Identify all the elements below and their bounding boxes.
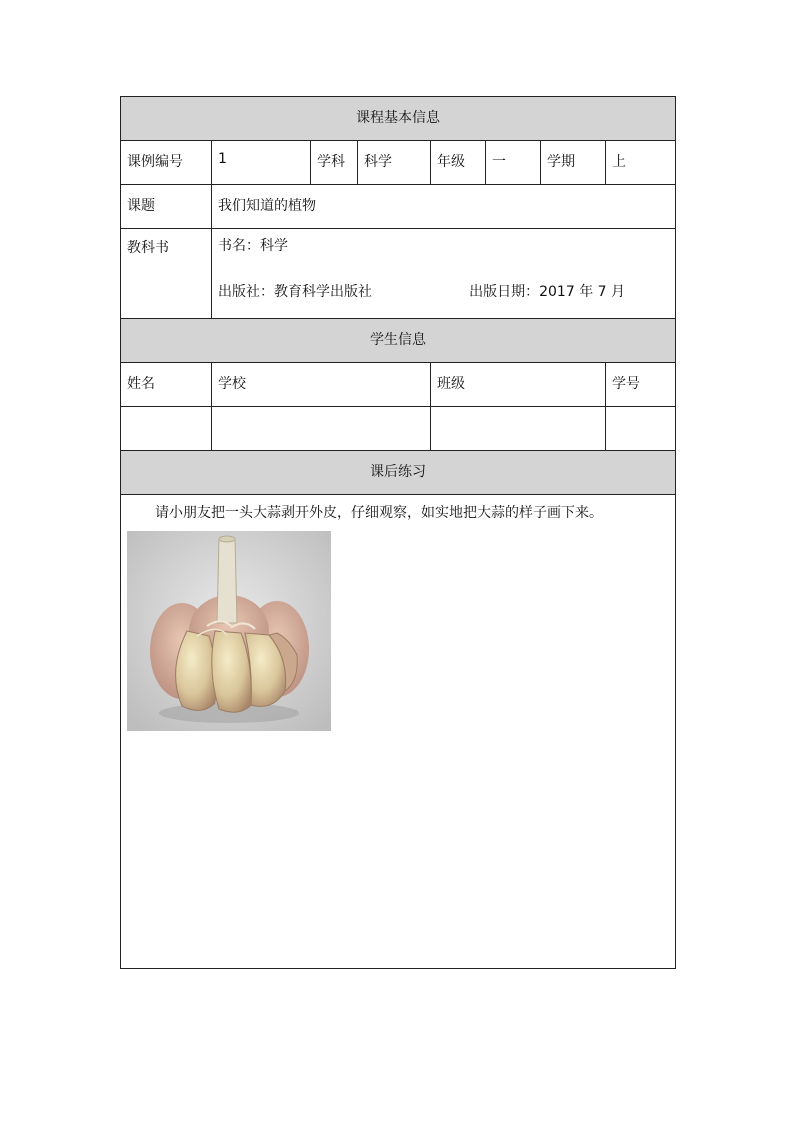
topic-label: 课题 (121, 185, 212, 229)
worksheet (120, 96, 675, 969)
student-values-row (121, 407, 676, 451)
course-info-header-row (121, 97, 676, 141)
school-label: 学校 (212, 363, 431, 407)
term-label: 学期 (541, 141, 606, 185)
publisher: 出版社：教育科学出版社 (218, 284, 372, 300)
student-labels-row (121, 363, 676, 407)
case-no-label: 课例编号 (121, 141, 212, 185)
school-value[interactable] (212, 407, 431, 451)
student-no-label: 学号 (606, 363, 676, 407)
exercise-header-row (121, 451, 676, 495)
course-info-title: 课程基本信息 (121, 97, 676, 141)
student-no-value[interactable] (606, 407, 676, 451)
textbook-row (121, 229, 676, 319)
term-value: 上 (606, 141, 676, 185)
garlic-photo (127, 531, 331, 731)
exercise-row (121, 495, 676, 969)
grade-label: 年级 (431, 141, 486, 185)
textbook-details (212, 229, 676, 319)
student-info-header-row (121, 319, 676, 363)
subject-label: 学科 (311, 141, 358, 185)
subject-value: 科学 (358, 141, 431, 185)
exercise-instruction: 请小朋友把一头大蒜剥开外皮，仔细观察，如实地把大蒜的样子画下来。 (155, 505, 603, 521)
publisher-line (218, 281, 669, 301)
class-label: 班级 (431, 363, 606, 407)
student-info-title: 学生信息 (121, 319, 676, 363)
worksheet-table (120, 96, 676, 969)
topic-value: 我们知道的植物 (212, 185, 676, 229)
publish-date: 出版日期：2017 年 7 月 (469, 284, 625, 300)
class-value[interactable] (431, 407, 606, 451)
topic-row (121, 185, 676, 229)
exercise-title: 课后练习 (121, 451, 676, 495)
case-no-value: 1 (212, 141, 311, 185)
grade-value: 一 (486, 141, 541, 185)
course-meta-row (121, 141, 676, 185)
name-label: 姓名 (121, 363, 212, 407)
textbook-label: 教科书 (121, 229, 212, 319)
name-value[interactable] (121, 407, 212, 451)
book-name: 书名：科学 (218, 238, 288, 254)
exercise-area[interactable] (121, 495, 676, 969)
